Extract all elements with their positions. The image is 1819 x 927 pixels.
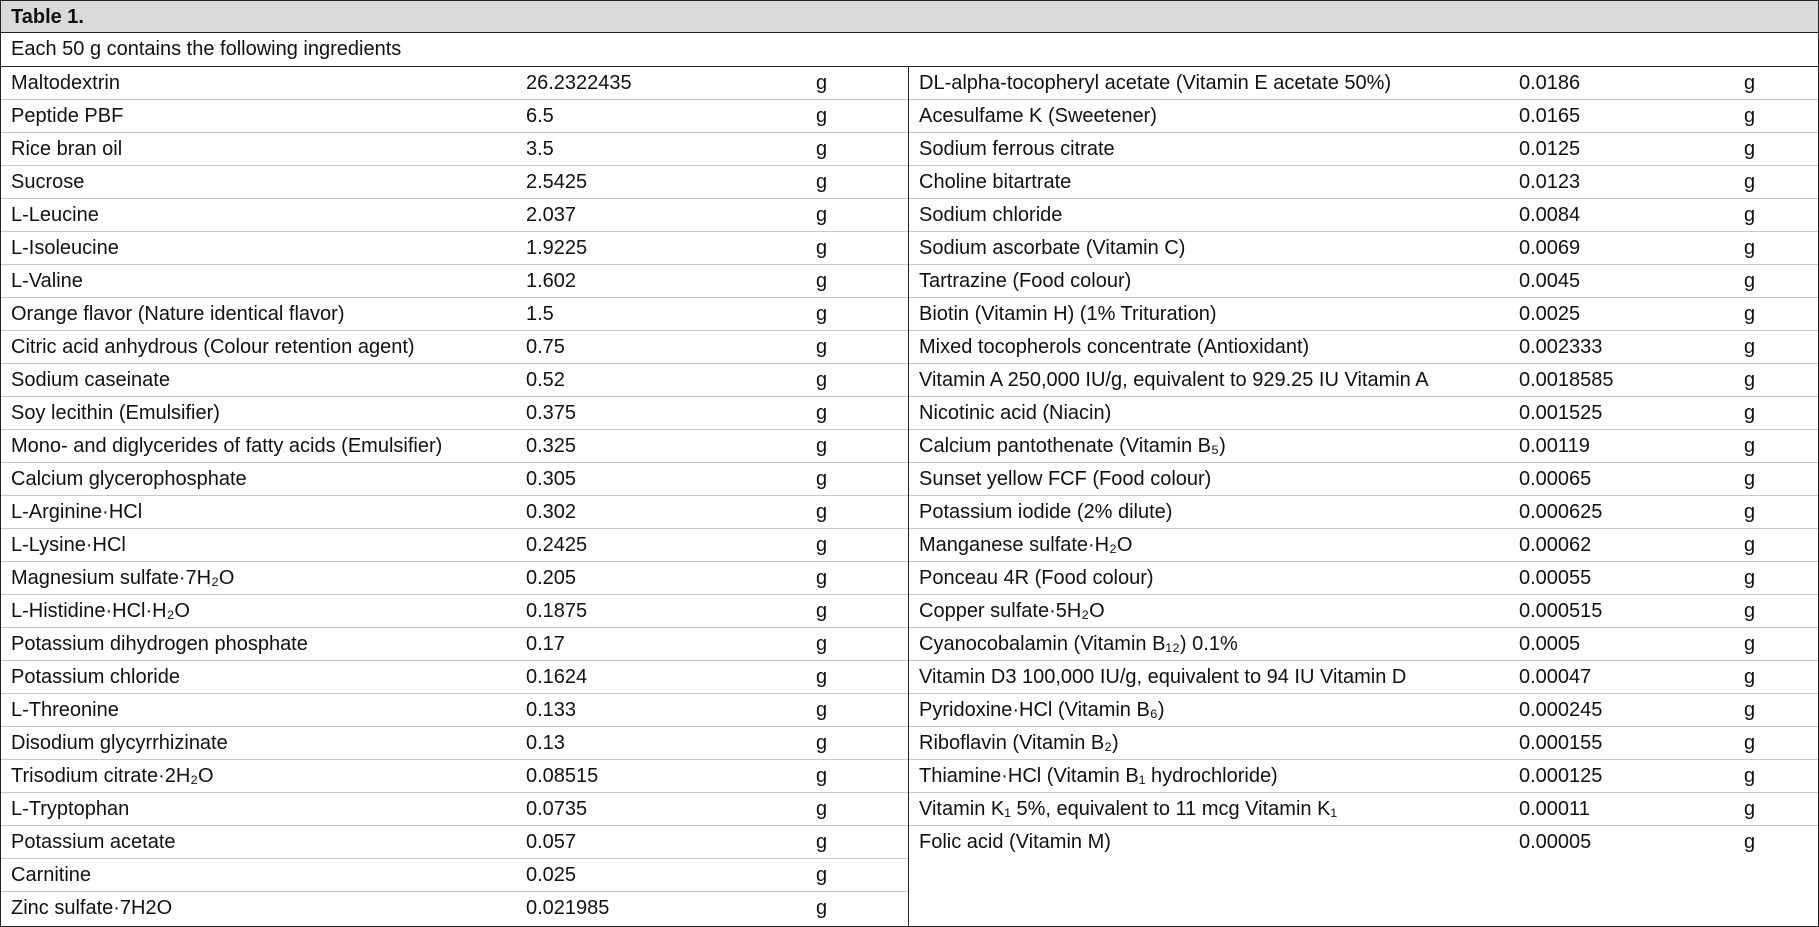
table-row (1, 496, 908, 529)
ingredient-value: 3.5 (526, 138, 554, 160)
ingredient-value: 0.00055 (1519, 567, 1592, 589)
ingredient-unit: g (1744, 402, 1756, 424)
ingredient-name: Calcium pantothenate (Vitamin B₅) (919, 435, 1226, 457)
ingredient-value: 1.602 (526, 270, 577, 292)
table-row (909, 760, 1818, 793)
table-row (909, 793, 1818, 826)
ingredient-value: 0.0735 (526, 798, 588, 820)
table-row (1, 430, 908, 463)
table-row (1, 529, 908, 562)
ingredient-value: 0.021985 (526, 897, 610, 919)
left-column (1, 67, 909, 926)
ingredient-name: L-Arginine·HCl (11, 501, 143, 523)
ingredient-name: Orange flavor (Nature identical flavor) (11, 303, 345, 325)
ingredient-name: Magnesium sulfate·7H₂O (11, 567, 235, 589)
table-body (1, 67, 1818, 926)
ingredient-value: 0.13 (526, 732, 565, 754)
ingredient-value: 0.001525 (1519, 402, 1603, 424)
ingredient-value: 0.0018585 (1519, 369, 1614, 391)
ingredient-name: Trisodium citrate·2H₂O (11, 765, 214, 787)
ingredient-value: 0.08515 (526, 765, 599, 787)
ingredient-unit: g (1744, 732, 1756, 754)
ingredient-name: Vitamin D3 100,000 IU/g, equivalent to 94 IU Vitamin D (919, 666, 1407, 688)
ingredient-name: Sodium chloride (919, 204, 1063, 226)
ingredient-value: 0.000625 (1519, 501, 1603, 523)
ingredient-unit: g (1744, 138, 1756, 160)
ingredient-unit: g (816, 468, 828, 490)
ingredient-unit: g (816, 402, 828, 424)
table-row (1, 232, 908, 265)
ingredient-value: 0.1624 (526, 666, 588, 688)
ingredient-value: 0.00011 (1519, 798, 1590, 820)
ingredient-name: L-Lysine·HCl (11, 534, 126, 556)
table-row (1, 100, 908, 133)
table-row (909, 166, 1818, 199)
ingredient-value: 0.0125 (1519, 138, 1581, 160)
ingredient-value: 26.2322435 (526, 72, 632, 94)
ingredient-value: 0.00065 (1519, 468, 1592, 490)
table-row (909, 364, 1818, 397)
ingredient-name: L-Tryptophan (11, 798, 130, 820)
ingredient-unit: g (1744, 831, 1756, 853)
ingredient-name: Citric acid anhydrous (Colour retention agent) (11, 336, 415, 358)
ingredient-name: L-Valine (11, 270, 83, 292)
ingredient-unit: g (816, 567, 828, 589)
ingredient-name: Carnitine (11, 864, 92, 886)
ingredient-unit: g (816, 72, 828, 94)
ingredient-value: 2.5425 (526, 171, 588, 193)
ingredient-name: Thiamine·HCl (Vitamin B₁ hydrochloride) (919, 765, 1278, 787)
ingredient-unit: g (816, 666, 828, 688)
ingredient-unit: g (1744, 237, 1756, 259)
table-row (909, 232, 1818, 265)
ingredient-value: 0.0025 (1519, 303, 1581, 325)
ingredient-unit: g (816, 765, 828, 787)
ingredient-name: Vitamin A 250,000 IU/g, equivalent to 929.25 IU Vitamin A (919, 369, 1429, 391)
ingredient-name: Potassium iodide (2% dilute) (919, 501, 1173, 523)
ingredient-name: Sodium caseinate (11, 369, 170, 391)
ingredient-value: 0.0045 (1519, 270, 1581, 292)
ingredient-name: Zinc sulfate·7H2O (11, 897, 173, 919)
table-row (909, 331, 1818, 364)
ingredient-value: 0.205 (526, 567, 577, 589)
ingredient-unit: g (1744, 105, 1756, 127)
table-row (1, 793, 908, 826)
ingredient-name: Sodium ascorbate (Vitamin C) (919, 237, 1186, 259)
table-row (909, 595, 1818, 628)
table-row (1, 826, 908, 859)
table-row (1, 463, 908, 496)
table-title: Table 1. (1, 1, 1818, 33)
ingredient-value: 0.002333 (1519, 336, 1603, 358)
table-row (1, 694, 908, 727)
table-row (1, 199, 908, 232)
table-row (909, 562, 1818, 595)
ingredient-unit: g (816, 600, 828, 622)
table-row (1, 166, 908, 199)
ingredient-unit: g (816, 237, 828, 259)
ingredient-value: 0.0123 (1519, 171, 1581, 193)
table-row (1, 397, 908, 430)
ingredient-name: L-Threonine (11, 699, 119, 721)
ingredient-name: Rice bran oil (11, 138, 123, 160)
ingredient-unit: g (816, 369, 828, 391)
table-row (1, 727, 908, 760)
ingredient-value: 6.5 (526, 105, 554, 127)
ingredient-unit: g (816, 138, 828, 160)
ingredient-name: Sucrose (11, 171, 85, 193)
table-row (1, 892, 908, 925)
ingredient-value: 0.2425 (526, 534, 588, 556)
ingredient-name: Mixed tocopherols concentrate (Antioxidant) (919, 336, 1310, 358)
table-row (909, 463, 1818, 496)
ingredient-name: Copper sulfate·5H₂O (919, 600, 1105, 622)
ingredient-name: Potassium chloride (11, 666, 180, 688)
ingredient-name: Choline bitartrate (919, 171, 1072, 193)
ingredient-unit: g (1744, 204, 1756, 226)
table-row (909, 133, 1818, 166)
table-row (909, 694, 1818, 727)
ingredient-name: DL-alpha-tocopheryl acetate (Vitamin E acetate 50%) (919, 72, 1392, 94)
ingredient-value: 0.000515 (1519, 600, 1603, 622)
table-row (909, 826, 1818, 859)
ingredient-value: 0.000155 (1519, 732, 1603, 754)
ingredient-unit: g (816, 501, 828, 523)
ingredient-unit: g (1744, 501, 1756, 523)
ingredient-value: 0.133 (526, 699, 577, 721)
ingredient-value: 0.302 (526, 501, 577, 523)
ingredient-unit: g (816, 534, 828, 556)
table-row (1, 760, 908, 793)
ingredient-unit: g (1744, 336, 1756, 358)
table-row (909, 661, 1818, 694)
table-row (909, 100, 1818, 133)
ingredient-name: Sodium ferrous citrate (919, 138, 1115, 160)
ingredient-value: 0.325 (526, 435, 577, 457)
ingredient-name: Ponceau 4R (Food colour) (919, 567, 1154, 589)
table-row (909, 199, 1818, 232)
ingredient-unit: g (1744, 567, 1756, 589)
table-row (1, 595, 908, 628)
ingredient-unit: g (816, 105, 828, 127)
ingredient-unit: g (816, 864, 828, 886)
ingredient-unit: g (1744, 534, 1756, 556)
table-row (909, 397, 1818, 430)
table-row (1, 331, 908, 364)
ingredient-name: Biotin (Vitamin H) (1% Trituration) (919, 303, 1217, 325)
table-row (1, 298, 908, 331)
ingredient-name: Peptide PBF (11, 105, 124, 127)
ingredient-name: Manganese sulfate·H₂O (919, 534, 1133, 556)
ingredient-value: 0.00062 (1519, 534, 1592, 556)
ingredient-value: 0.0165 (1519, 105, 1581, 127)
ingredient-name: Potassium dihydrogen phosphate (11, 633, 308, 655)
ingredient-name: Potassium acetate (11, 831, 176, 853)
ingredient-name: Tartrazine (Food colour) (919, 270, 1132, 292)
ingredient-value: 0.0069 (1519, 237, 1581, 259)
ingredient-unit: g (1744, 600, 1756, 622)
table-row (909, 430, 1818, 463)
ingredient-unit: g (816, 831, 828, 853)
ingredient-unit: g (816, 798, 828, 820)
ingredient-name: Folic acid (Vitamin M) (919, 831, 1111, 853)
ingredient-name: L-Histidine·HCl·H₂O (11, 600, 190, 622)
table-row (909, 265, 1818, 298)
ingredient-name: Pyridoxine·HCl (Vitamin B₆) (919, 699, 1165, 721)
ingredient-name: Vitamin K₁ 5%, equivalent to 11 mcg Vitamin K₁ (919, 798, 1338, 820)
table-row (909, 529, 1818, 562)
ingredient-unit: g (1744, 468, 1756, 490)
ingredient-unit: g (1744, 765, 1756, 787)
ingredient-name: Soy lecithin (Emulsifier) (11, 402, 220, 424)
ingredient-unit: g (1744, 303, 1756, 325)
ingredient-value: 0.375 (526, 402, 577, 424)
ingredient-unit: g (1744, 270, 1756, 292)
ingredient-value: 0.000245 (1519, 699, 1603, 721)
ingredient-unit: g (816, 336, 828, 358)
ingredient-name: Acesulfame K (Sweetener) (919, 105, 1157, 127)
ingredient-value: 0.0084 (1519, 204, 1581, 226)
ingredient-value: 0.00005 (1519, 831, 1592, 853)
ingredient-unit: g (816, 897, 828, 919)
right-column (909, 67, 1818, 926)
ingredient-unit: g (816, 732, 828, 754)
ingredient-unit: g (1744, 666, 1756, 688)
ingredient-value: 0.75 (526, 336, 565, 358)
ingredient-value: 0.52 (526, 369, 565, 391)
ingredient-unit: g (1744, 699, 1756, 721)
ingredient-unit: g (816, 303, 828, 325)
ingredient-name: Cyanocobalamin (Vitamin B₁₂) 0.1% (919, 633, 1238, 655)
table-row (909, 496, 1818, 529)
ingredient-value: 0.0005 (1519, 633, 1581, 655)
ingredient-unit: g (816, 270, 828, 292)
ingredient-name: Maltodextrin (11, 72, 120, 94)
ingredient-unit: g (1744, 633, 1756, 655)
ingredient-value: 0.00047 (1519, 666, 1592, 688)
table-row (909, 298, 1818, 331)
ingredient-name: Mono- and diglycerides of fatty acids (Emulsifier) (11, 435, 443, 457)
ingredient-value: 1.9225 (526, 237, 588, 259)
table-row (1, 364, 908, 397)
table-subtitle: Each 50 g contains the following ingredients (1, 33, 1818, 67)
ingredient-unit: g (1744, 798, 1756, 820)
table-row (1, 67, 908, 100)
ingredient-unit: g (1744, 72, 1756, 94)
ingredient-value: 0.025 (526, 864, 577, 886)
table-row (1, 265, 908, 298)
ingredient-value: 0.0186 (1519, 72, 1581, 94)
table-row (909, 727, 1818, 760)
ingredient-name: L-Isoleucine (11, 237, 119, 259)
ingredient-name: Riboflavin (Vitamin B₂) (919, 732, 1119, 754)
ingredient-value: 0.000125 (1519, 765, 1603, 787)
table-row (1, 562, 908, 595)
ingredient-unit: g (1744, 369, 1756, 391)
ingredient-unit: g (816, 171, 828, 193)
ingredient-unit: g (1744, 435, 1756, 457)
ingredient-name: Calcium glycerophosphate (11, 468, 247, 490)
ingredient-unit: g (816, 435, 828, 457)
ingredient-value: 0.1875 (526, 600, 588, 622)
table-row (909, 628, 1818, 661)
ingredient-name: Nicotinic acid (Niacin) (919, 402, 1112, 424)
ingredient-value: 1.5 (526, 303, 554, 325)
ingredient-unit: g (816, 204, 828, 226)
ingredient-value: 0.057 (526, 831, 577, 853)
table-row (1, 661, 908, 694)
ingredient-name: Sunset yellow FCF (Food colour) (919, 468, 1212, 490)
ingredient-value: 0.17 (526, 633, 565, 655)
ingredient-value: 2.037 (526, 204, 577, 226)
ingredient-unit: g (816, 633, 828, 655)
ingredient-unit: g (1744, 171, 1756, 193)
table-row (909, 67, 1818, 100)
ingredient-unit: g (816, 699, 828, 721)
ingredient-name: L-Leucine (11, 204, 99, 226)
table-row (1, 859, 908, 892)
ingredient-value: 0.305 (526, 468, 577, 490)
ingredient-name: Disodium glycyrrhizinate (11, 732, 228, 754)
ingredient-value: 0.00119 (1519, 435, 1590, 457)
table-row (1, 628, 908, 661)
table-row (1, 133, 908, 166)
